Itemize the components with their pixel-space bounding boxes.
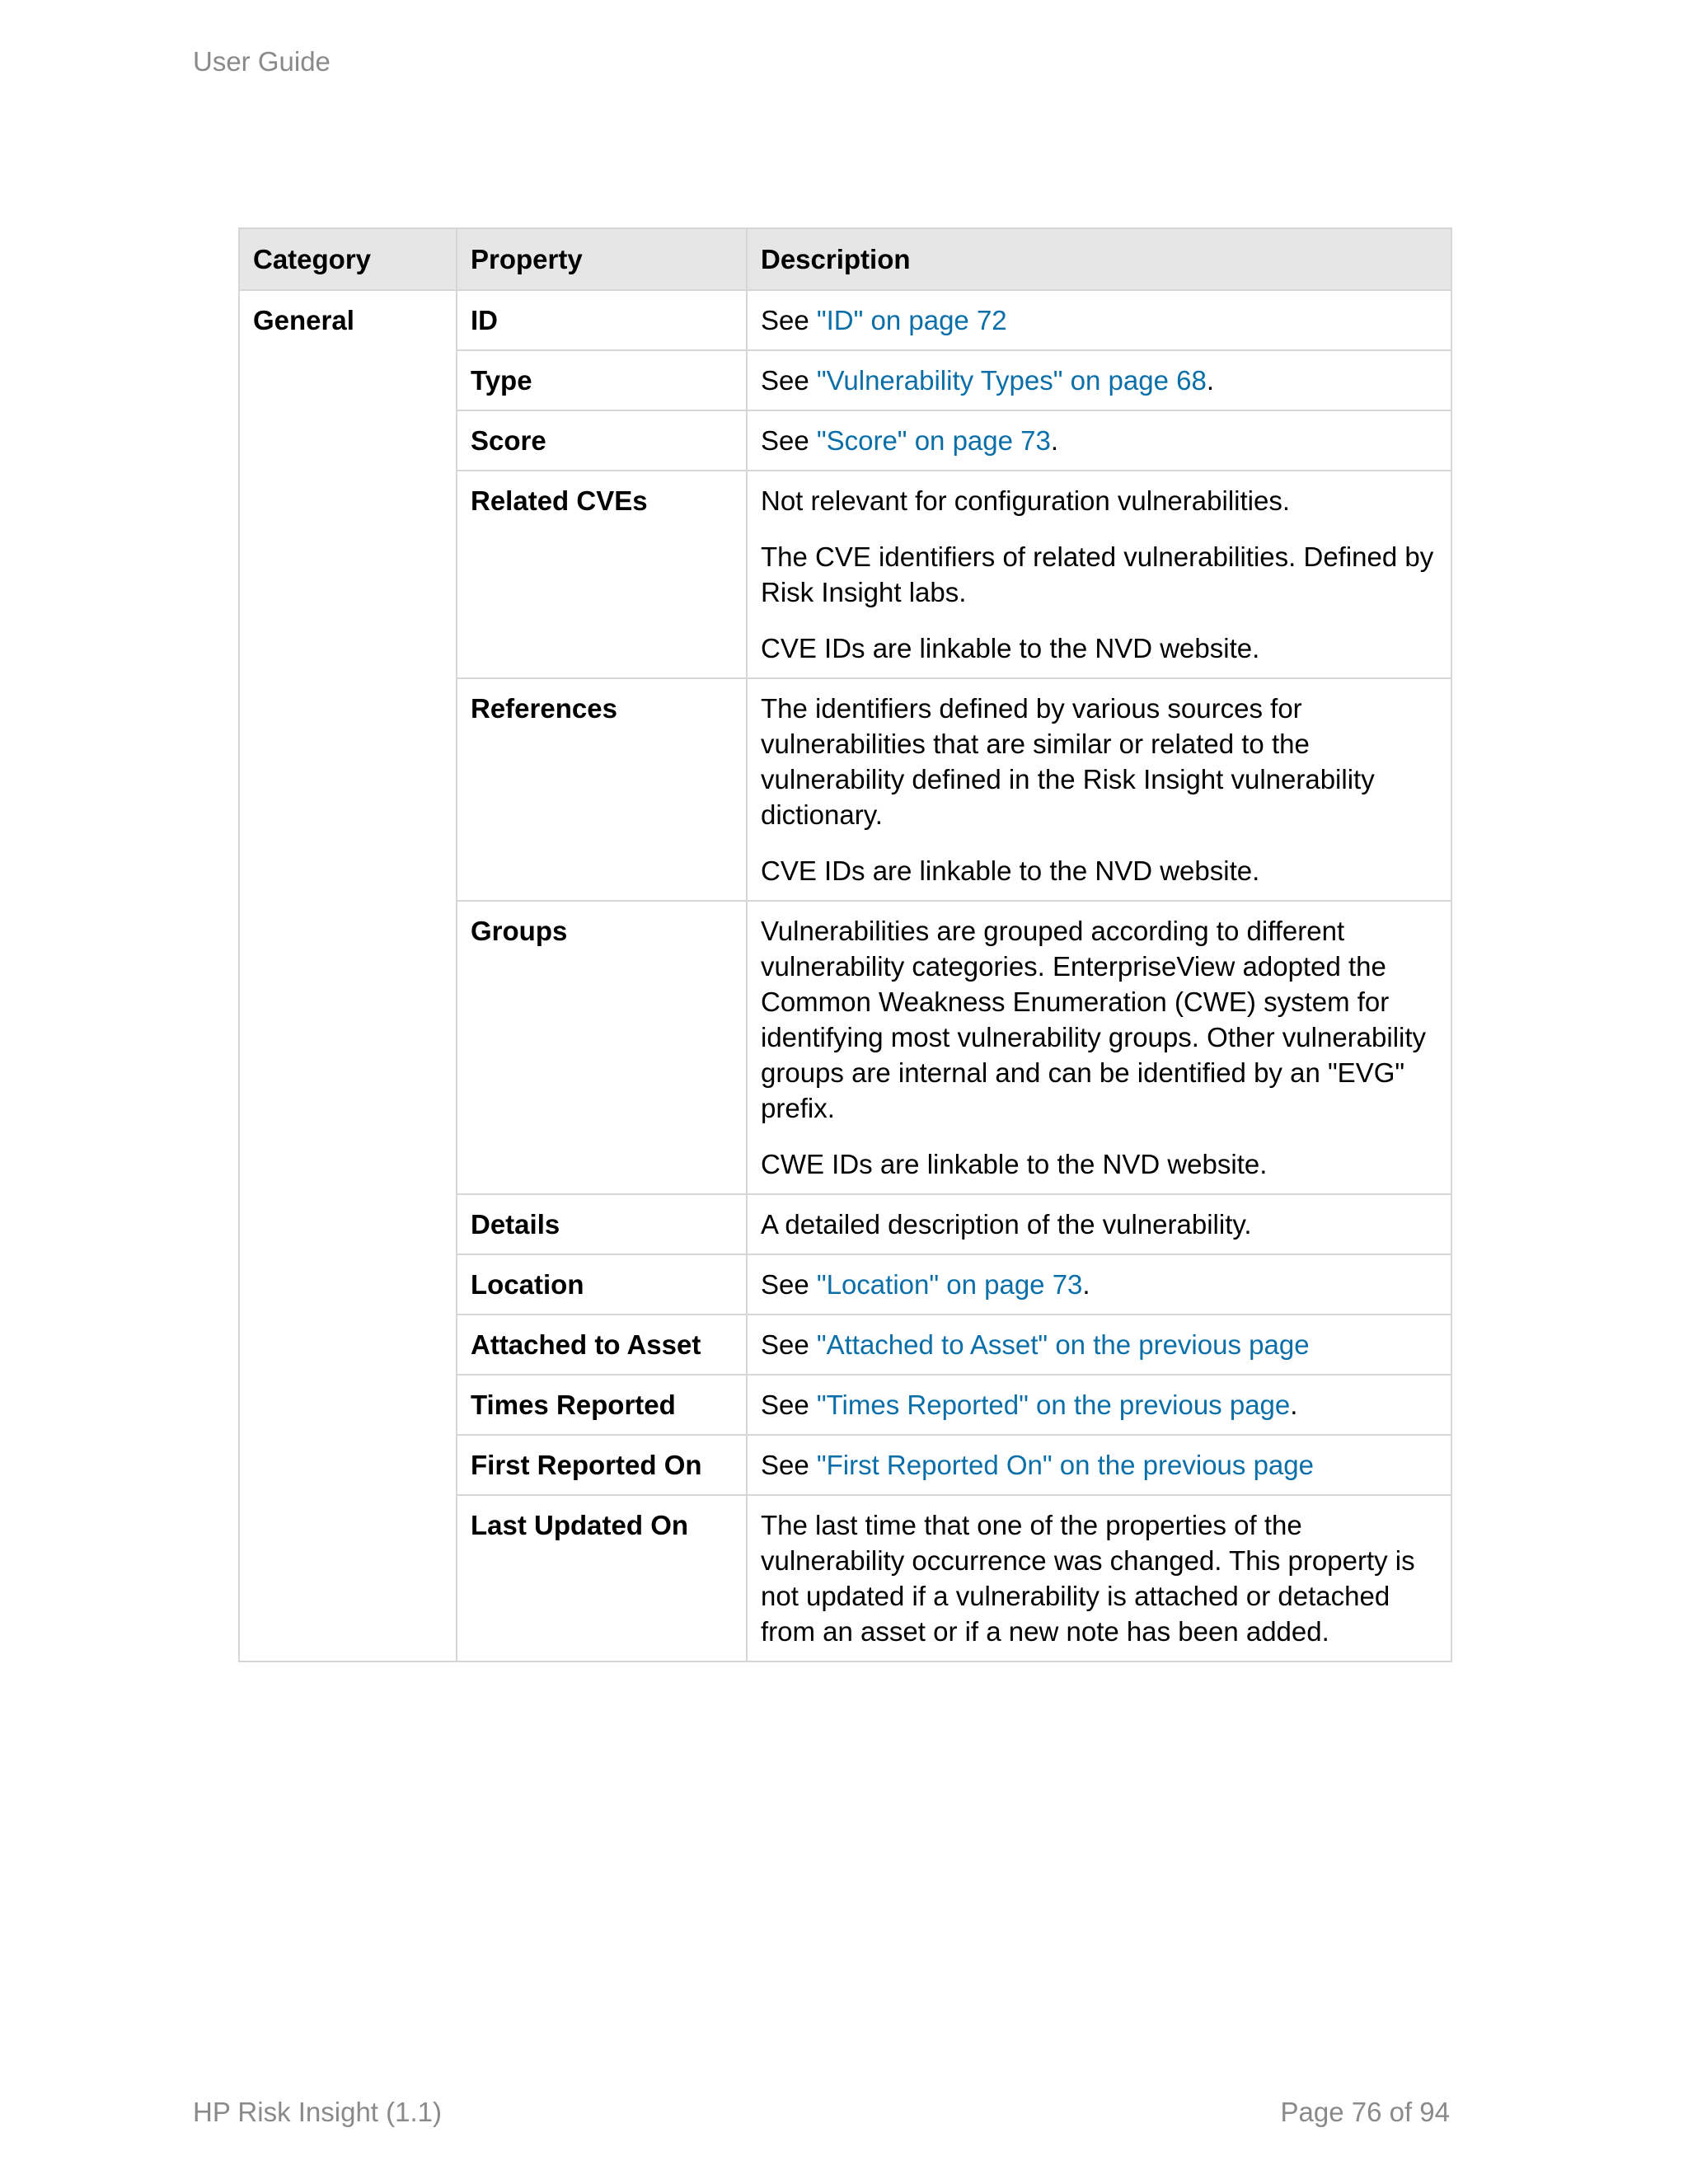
description-paragraph — [761, 691, 1437, 832]
description-cell — [747, 901, 1451, 1194]
table-header-row — [239, 228, 1451, 290]
footer-page-number: Page 76 of 94 — [1280, 2097, 1450, 2127]
column-header-description: Description — [747, 228, 1451, 290]
property-cell: Times Reported — [457, 1375, 747, 1435]
description-cell — [747, 1315, 1451, 1375]
cross-reference-link[interactable]: "Vulnerability Types" on page 68 — [816, 365, 1207, 396]
description-cell — [747, 290, 1451, 350]
description-text: A detailed description of the vulnerability. — [761, 1209, 1252, 1240]
description-text-suffix: . — [1082, 1269, 1090, 1300]
description-paragraph — [761, 1207, 1437, 1242]
description-text: The last time that one of the properties of the vulnerability occurrence was changed. This property is not updated if a vulnerability is attached or detached from an asset or if a new note has been added. — [761, 1510, 1415, 1647]
description-paragraph — [761, 539, 1437, 610]
description-text-suffix: . — [1050, 425, 1059, 456]
property-cell: ID — [457, 290, 747, 350]
description-text-suffix: . — [1290, 1390, 1298, 1420]
description-paragraph — [761, 1146, 1437, 1182]
cross-reference-link[interactable]: "Times Reported" on the previous page — [816, 1390, 1291, 1420]
table-body — [239, 290, 1451, 1661]
description-paragraph — [761, 363, 1437, 398]
description-paragraph — [761, 483, 1437, 518]
property-cell: Score — [457, 410, 747, 471]
description-text: See — [761, 305, 817, 335]
description-cell — [747, 1375, 1451, 1435]
description-cell — [747, 1194, 1451, 1254]
description-paragraph — [761, 302, 1437, 338]
property-cell: Groups — [457, 901, 747, 1194]
description-cell — [747, 1254, 1451, 1315]
column-header-property: Property — [457, 228, 747, 290]
cross-reference-link[interactable]: "Attached to Asset" on the previous page — [816, 1329, 1310, 1360]
property-cell: First Reported On — [457, 1435, 747, 1495]
running-header: User Guide — [193, 46, 331, 77]
description-text: Vulnerabilities are grouped according to different vulnerability categories. EnterpriseView adopted the Common Weakness Enumeration (CWE) system for identifying most vulnerability groups. Other vulnerability groups are internal and can be identified by an "EVG" prefix. — [761, 916, 1427, 1123]
description-cell — [747, 678, 1451, 901]
description-text: The CVE identifiers of related vulnerabilities. Defined by Risk Insight labs. — [761, 541, 1434, 607]
description-text: The identifiers defined by various sources for vulnerabilities that are similar or related to the vulnerability defined in the Risk Insight vulnerability dictionary. — [761, 693, 1375, 830]
description-paragraph — [761, 913, 1437, 1126]
description-paragraph — [761, 1267, 1437, 1302]
description-cell — [747, 410, 1451, 471]
description-text: CWE IDs are linkable to the NVD website. — [761, 1149, 1268, 1179]
description-text: See — [761, 1269, 817, 1300]
description-paragraph — [761, 1387, 1437, 1422]
description-text: Not relevant for configuration vulnerabilities. — [761, 485, 1291, 516]
property-cell: Details — [457, 1194, 747, 1254]
description-cell — [747, 1435, 1451, 1495]
description-text: See — [761, 365, 817, 396]
property-cell: References — [457, 678, 747, 901]
property-cell: Location — [457, 1254, 747, 1315]
description-paragraph — [761, 1447, 1437, 1483]
table-row — [239, 290, 1451, 350]
description-text: See — [761, 1450, 817, 1480]
description-text: See — [761, 1390, 817, 1420]
property-cell: Last Updated On — [457, 1495, 747, 1661]
cross-reference-link[interactable]: "First Reported On" on the previous page — [816, 1450, 1314, 1480]
cross-reference-link[interactable]: "ID" on page 72 — [816, 305, 1007, 335]
description-cell — [747, 471, 1451, 678]
property-cell: Attached to Asset — [457, 1315, 747, 1375]
description-text: CVE IDs are linkable to the NVD website. — [761, 855, 1260, 886]
cross-reference-link[interactable]: "Location" on page 73 — [816, 1269, 1083, 1300]
description-paragraph — [761, 1507, 1437, 1649]
category-cell: General — [239, 290, 457, 1661]
footer-product: HP Risk Insight (1.1) — [193, 2097, 442, 2127]
description-paragraph — [761, 853, 1437, 888]
description-text: See — [761, 425, 817, 456]
description-cell — [747, 350, 1451, 410]
description-text: See — [761, 1329, 817, 1360]
property-cell: Related CVEs — [457, 471, 747, 678]
description-paragraph — [761, 1327, 1437, 1362]
column-header-category: Category — [239, 228, 457, 290]
description-text-suffix: . — [1206, 365, 1214, 396]
description-paragraph — [761, 423, 1437, 458]
property-cell: Type — [457, 350, 747, 410]
properties-table — [238, 227, 1452, 1662]
description-cell — [747, 1495, 1451, 1661]
description-text: CVE IDs are linkable to the NVD website. — [761, 633, 1260, 663]
description-paragraph — [761, 630, 1437, 666]
cross-reference-link[interactable]: "Score" on page 73 — [816, 425, 1051, 456]
